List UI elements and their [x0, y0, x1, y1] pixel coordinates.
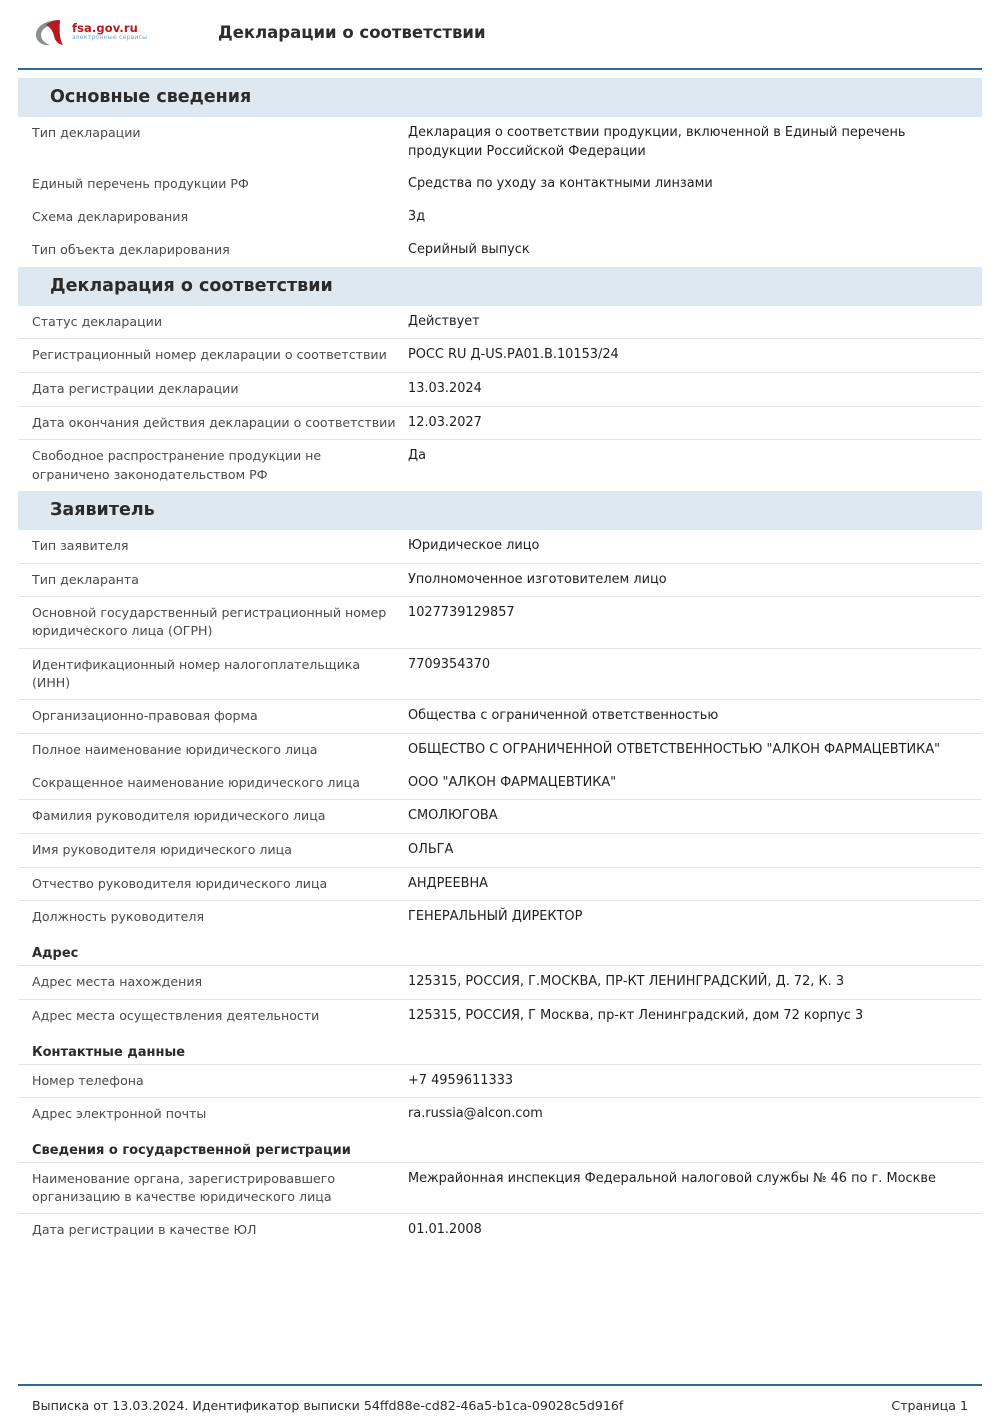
- row-label: Тип заявителя: [32, 537, 129, 553]
- row-label: Должность руководителя: [32, 909, 205, 925]
- section-rows-applicant: [18, 530, 982, 934]
- section-rows-declaration: [18, 306, 982, 491]
- row-value: СМОЛЮГОВА: [408, 808, 498, 824]
- table-row: [18, 530, 982, 564]
- table-row: [18, 1098, 982, 1131]
- row-label: Статус декларации: [32, 313, 163, 329]
- table-row: [18, 168, 982, 201]
- table-row: [18, 868, 982, 902]
- table-row: [18, 901, 982, 934]
- row-value: +7 4959611333: [408, 1072, 514, 1088]
- subsection-heading-address: Адрес: [18, 934, 982, 966]
- row-label: Единый перечень продукции РФ: [32, 176, 249, 192]
- row-value: 1027739129857: [408, 605, 515, 621]
- subsection-rows-address: [18, 966, 982, 1032]
- table-row: [18, 564, 982, 598]
- row-label: Дата регистрации декларации: [32, 380, 239, 396]
- subsection-rows-state-registration: [18, 1163, 982, 1247]
- table-row: [18, 1214, 982, 1247]
- section-rows-basic-info: [18, 117, 982, 267]
- row-value: 125315, РОССИЯ, Г Москва, пр-кт Ленинградский, дом 72 корпус 3: [408, 1007, 864, 1023]
- row-label: Адрес электронной почты: [32, 1106, 207, 1122]
- row-value: Общества с ограниченной ответственностью: [408, 708, 719, 724]
- row-label: Адрес места нахождения: [32, 974, 203, 990]
- table-row: [18, 649, 982, 701]
- table-row: [18, 1163, 982, 1215]
- table-row: [18, 966, 982, 1000]
- fsa-logo-icon: [30, 14, 66, 50]
- row-label: Регистрационный номер декларации о соответствии: [32, 347, 387, 363]
- section-heading-basic-info: Основные сведения: [18, 78, 982, 117]
- row-value: ra.russia@alcon.com: [408, 1106, 543, 1122]
- footer-extract-info: Выписка от 13.03.2024. Идентификатор выписки 54ffd88e-cd82-46a5-b1ca-09028c5d916f: [32, 1397, 624, 1413]
- row-label: Идентификационный номер налогоплательщика (ИНН): [32, 656, 361, 690]
- row-label: Номер телефона: [32, 1072, 144, 1088]
- document-footer: [18, 1384, 982, 1424]
- table-row: [18, 800, 982, 834]
- row-value: Да: [408, 448, 426, 464]
- section-heading-declaration: Декларация о соответствии: [18, 267, 982, 306]
- row-label: Сокращенное наименование юридического лица: [32, 774, 360, 790]
- row-value: ОЛЬГА: [408, 842, 454, 858]
- row-value: ГЕНЕРАЛЬНЫЙ ДИРЕКТОР: [408, 909, 583, 925]
- table-row: [18, 834, 982, 868]
- row-value: РОСС RU Д-US.РА01.В.10153/24: [408, 347, 619, 363]
- document-header: [0, 0, 1000, 62]
- row-value: 7709354370: [408, 656, 491, 672]
- section-heading-applicant: Заявитель: [18, 491, 982, 530]
- row-value: Межрайонная инспекция Федеральной налоговой службы № 46 по г. Москве: [408, 1170, 936, 1186]
- row-value: Юридическое лицо: [408, 537, 540, 553]
- row-label: Имя руководителя юридического лица: [32, 842, 292, 858]
- table-row: [18, 700, 982, 734]
- row-label: Отчество руководителя юридического лица: [32, 875, 328, 891]
- row-label: Тип декларанта: [32, 571, 139, 587]
- row-value: 3д: [408, 209, 426, 225]
- row-value: Серийный выпуск: [408, 241, 530, 257]
- row-label: Организационно-правовая форма: [32, 708, 258, 724]
- fsa-site-label: fsa.gov.ru: [72, 21, 138, 36]
- header-divider: [18, 68, 982, 70]
- fsa-logo: [30, 14, 180, 50]
- row-label: Свободное распространение продукции не ограничено законодательством РФ: [32, 448, 322, 482]
- row-label: Тип объекта декларирования: [32, 241, 230, 257]
- row-value: Действует: [408, 313, 480, 329]
- footer-page-number: Страница 1: [891, 1397, 968, 1413]
- row-value: АНДРЕЕВНА: [408, 875, 488, 891]
- table-row: [18, 234, 982, 267]
- table-row: [18, 1000, 982, 1033]
- table-row: [18, 373, 982, 407]
- subsection-heading-contacts: Контактные данные: [18, 1033, 982, 1065]
- row-value: Декларация о соответствии продукции, включенной в Единый перечень продукции Российской Федерации: [408, 125, 906, 159]
- page-title: Декларации о соответствии: [218, 22, 486, 42]
- table-row: [18, 201, 982, 234]
- row-value: 125315, РОССИЯ, Г.МОСКВА, ПР-КТ ЛЕНИНГРАДСКИЙ, Д. 72, К. 3: [408, 974, 845, 990]
- row-value: 12.03.2027: [408, 414, 482, 430]
- row-value: Уполномоченное изготовителем лицо: [408, 571, 667, 587]
- row-label: Схема декларирования: [32, 209, 189, 225]
- row-label: Дата окончания действия декларации о соответствии: [32, 414, 396, 430]
- row-label: Основной государственный регистрационный номер юридического лица (ОГРН): [32, 605, 387, 639]
- row-label: Тип декларации: [32, 125, 141, 140]
- row-label: Наименование органа, зарегистрировавшего организацию в качестве юридического лица: [32, 1170, 336, 1205]
- row-label: Полное наименование юридического лица: [32, 741, 318, 757]
- table-row: [18, 597, 982, 649]
- row-value: 13.03.2024: [408, 380, 482, 396]
- row-label: Адрес места осуществления деятельности: [32, 1007, 320, 1023]
- fsa-tagline: электронные сервисы: [72, 34, 148, 42]
- table-row: [18, 407, 982, 441]
- table-row: [18, 767, 982, 801]
- table-row: [18, 306, 982, 340]
- subsection-rows-contacts: [18, 1065, 982, 1131]
- row-label: Фамилия руководителя юридического лица: [32, 808, 326, 824]
- table-row: [18, 440, 982, 491]
- subsection-heading-state-registration: Сведения о государственной регистрации: [18, 1131, 982, 1163]
- table-row: [18, 339, 982, 373]
- table-row: [18, 1065, 982, 1099]
- table-row: [18, 734, 982, 767]
- fsa-logo-text: [72, 22, 147, 42]
- row-value: ООО "АЛКОН ФАРМАЦЕВТИКА": [408, 774, 617, 790]
- table-row: [18, 117, 982, 168]
- row-value: 01.01.2008: [408, 1222, 482, 1238]
- row-value: Средства по уходу за контактными линзами: [408, 176, 713, 192]
- row-label: Дата регистрации в качестве ЮЛ: [32, 1222, 257, 1238]
- row-value: ОБЩЕСТВО С ОГРАНИЧЕННОЙ ОТВЕТСТВЕННОСТЬЮ "АЛКОН ФАРМАЦЕВТИКА": [408, 741, 941, 757]
